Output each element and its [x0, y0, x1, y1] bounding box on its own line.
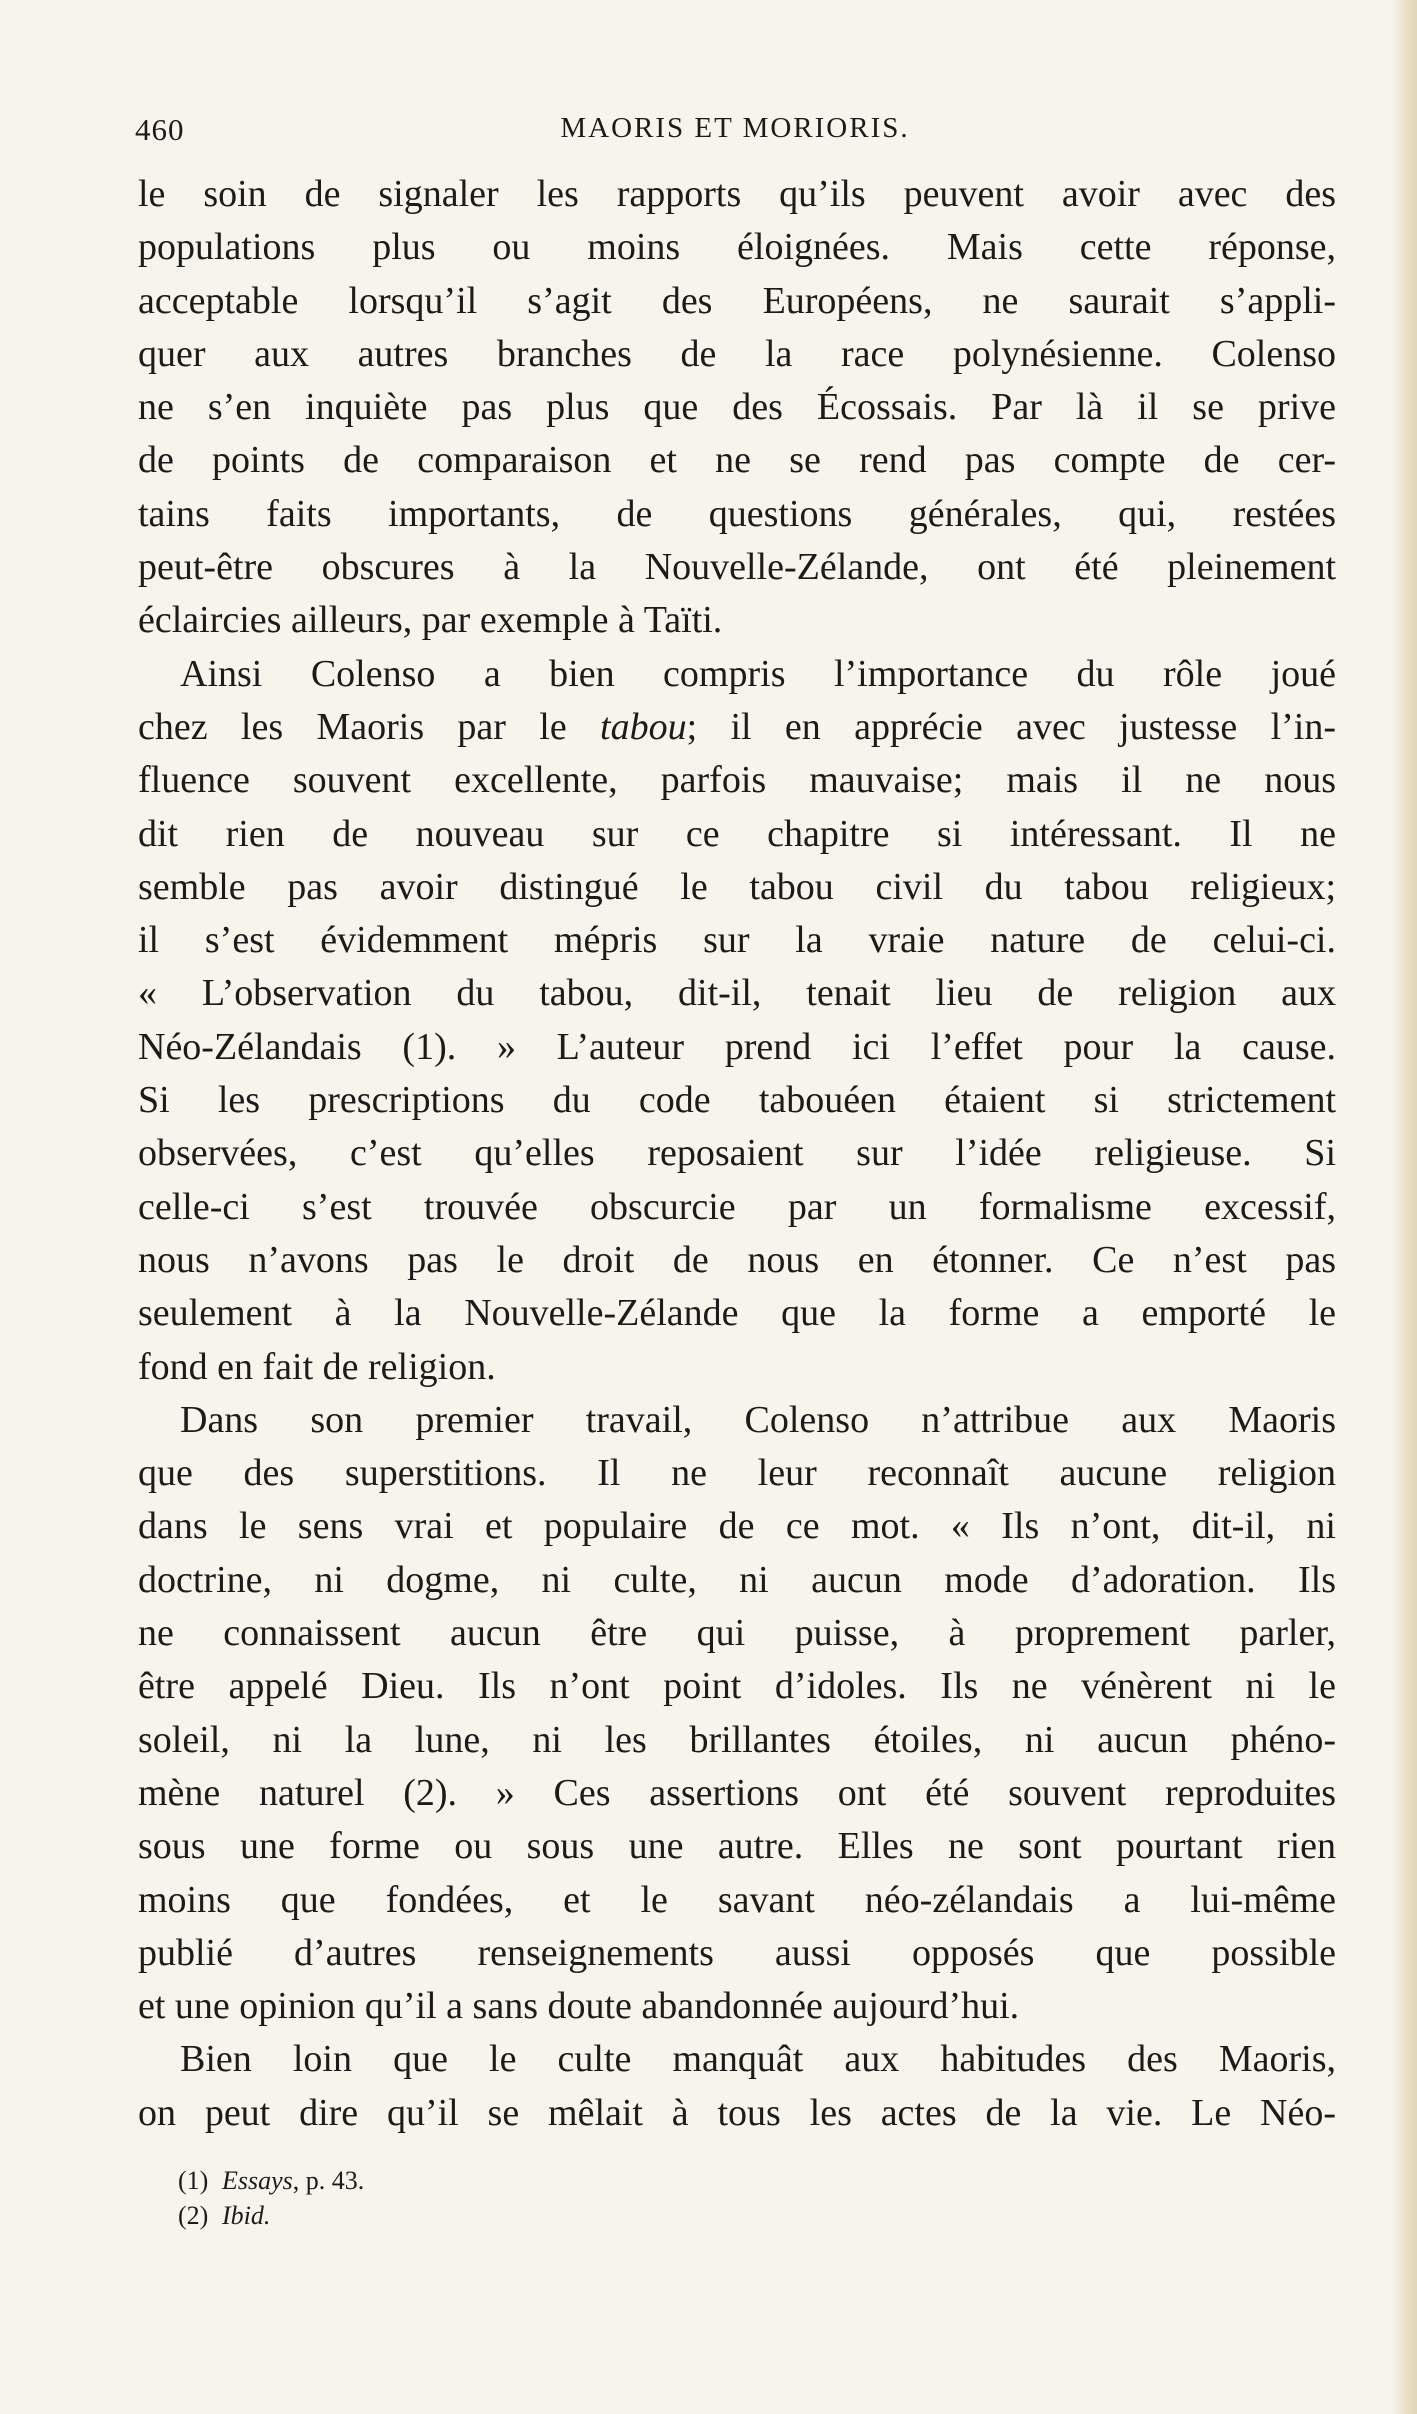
paragraph-end-line: fond en fait de religion.	[138, 1345, 496, 1388]
text-line: fluence souvent excellente, parfois mauvaise; mais il ne nous	[138, 759, 1336, 802]
text-line: de points de comparaison et ne se rend pas compte de cer-	[138, 439, 1336, 482]
footnote	[178, 2163, 878, 2198]
text-line: ne connaissent aucun être qui puisse, à proprement parler,	[138, 1612, 1336, 1655]
footnote-reference: , p. 43.	[292, 2166, 365, 2195]
page-number: 460	[135, 112, 185, 147]
running-header	[135, 112, 1335, 162]
text-line: doctrine, ni dogme, ni culte, ni aucun mode d’adoration. Ils	[138, 1558, 1336, 1601]
text-line: soleil, ni la lune, ni les brillantes étoiles, ni aucun phéno-	[138, 1718, 1336, 1761]
text-line: tains faits importants, de questions générales, qui, restées	[138, 492, 1336, 535]
text-line: semble pas avoir distingué le tabou civil du tabou religieux;	[138, 865, 1336, 908]
text-line: publié d’autres renseignements aussi opposés que possible	[138, 1931, 1336, 1974]
emphasized-word: tabou	[600, 705, 687, 748]
text-line: observées, c’est qu’elles reposaient sur l’idée religieuse. Si	[138, 1132, 1336, 1175]
paragraph-start-line: Ainsi Colenso a bien compris l’importance du rôle joué	[180, 652, 1336, 695]
footnotes	[178, 2163, 878, 2233]
footnote-title: Essays	[222, 2166, 293, 2195]
text-line: Néo-Zélandais (1). » L’auteur prend ici l’effet pour la cause.	[138, 1025, 1336, 1068]
text-line: que des superstitions. Il ne leur reconnaît aucune religion	[138, 1452, 1336, 1495]
text-line: le soin de signaler les rapports qu’ils peuvent avoir avec des	[138, 173, 1336, 215]
text-line-tabou: chez les Maoris par le tabou; il en apprécie avec justesse l’in-	[138, 705, 1336, 748]
text-line: « L’observation du tabou, dit-il, tenait lieu de religion aux	[138, 972, 1336, 1015]
text-line: il s’est évidemment mépris sur la vraie nature de celui-ci.	[138, 919, 1336, 962]
footnote-number: (1)	[178, 2166, 209, 2195]
text-line: mène naturel (2). » Ces assertions ont été souvent reproduites	[138, 1771, 1336, 1814]
paragraph-end-line: éclaircies ailleurs, par exemple à Taïti.	[138, 599, 723, 642]
paragraph-start-line: Dans son premier travail, Colenso n’attribue aux Maoris	[180, 1398, 1336, 1441]
text-line: populations plus ou moins éloignées. Mais cette réponse,	[138, 226, 1336, 269]
paragraph-end-line: et une opinion qu’il a sans doute abandonnée aujourd’hui.	[138, 1985, 1020, 2028]
paragraph-start-line: Bien loin que le culte manquât aux habitudes des Maoris,	[180, 2038, 1336, 2081]
footnote-title: Ibid.	[222, 2201, 271, 2230]
footnote	[178, 2198, 878, 2233]
text-line: on peut dire qu’il se mêlait à tous les actes de la vie. Le Néo-	[138, 2091, 1336, 2134]
text-line: seulement à la Nouvelle-Zélande que la forme a emporté le	[138, 1292, 1336, 1335]
text-line: moins que fondées, et le savant néo-zélandais a lui-même	[138, 1878, 1336, 1921]
body-text	[138, 168, 1336, 2140]
text-line: être appelé Dieu. Ils n’ont point d’idoles. Ils ne vénèrent ni le	[138, 1665, 1336, 1708]
text-line: acceptable lorsqu’il s’agit des Européens, ne saurait s’appli-	[138, 279, 1336, 322]
footnote-number: (2)	[178, 2201, 209, 2230]
page-edge-shadow	[1391, 0, 1417, 2414]
text-line: dit rien de nouveau sur ce chapitre si intéressant. Il ne	[138, 812, 1336, 855]
text-line: celle-ci s’est trouvée obscurcie par un formalisme excessif,	[138, 1185, 1336, 1228]
text-line: nous n’avons pas le droit de nous en étonner. Ce n’est pas	[138, 1238, 1336, 1281]
running-title: MAORIS ET MORIORIS.	[560, 112, 910, 144]
text-line: ne s’en inquiète pas plus que des Écossais. Par là il se prive	[138, 386, 1336, 429]
text-line: sous une forme ou sous une autre. Elles ne sont pourtant rien	[138, 1825, 1336, 1868]
text-line: peut-être obscures à la Nouvelle-Zélande, ont été pleinement	[138, 546, 1336, 589]
text-line: dans le sens vrai et populaire de ce mot. « Ils n’ont, dit-il, ni	[138, 1505, 1336, 1548]
text-line: quer aux autres branches de la race polynésienne. Colenso	[138, 332, 1336, 375]
text-line: Si les prescriptions du code tabouéen étaient si strictement	[138, 1079, 1336, 1122]
